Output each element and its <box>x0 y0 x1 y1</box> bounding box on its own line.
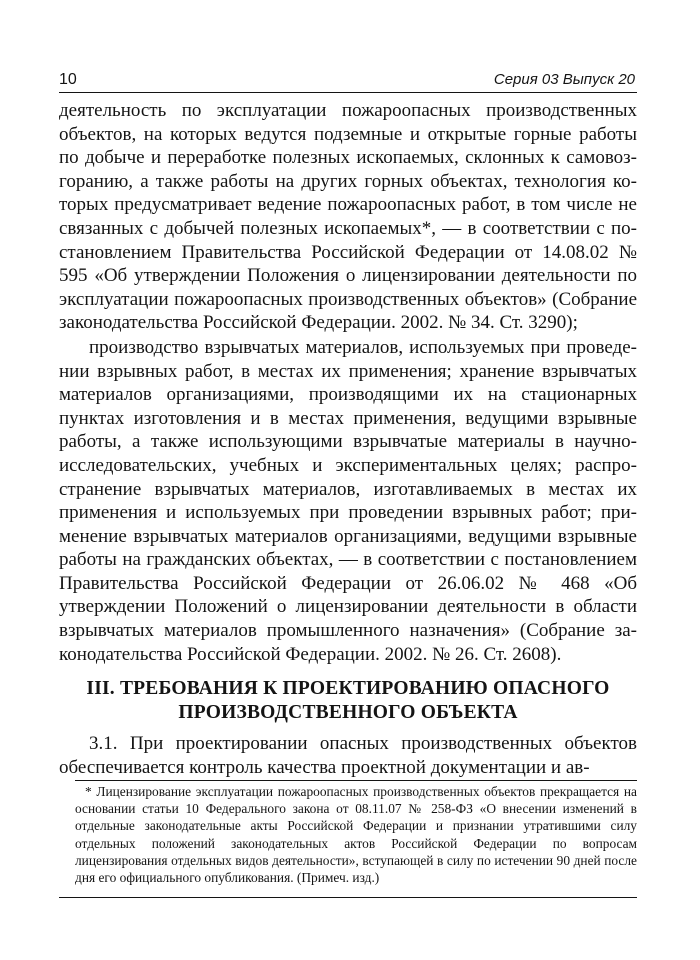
paragraph: деятельность по эксплуатации пожароопасных производственных объектов, на которых ведутся подземные и открытые горные работы по добыче и переработке полезных ископаемых, склонных к самовозгоранию, а также работы на других горных объектах, технология которых предусматривает ведение пожароопасных работ, в том числе не связанных с добычей полезных ископаемых*, — в соответствии с постановлением Правительства Российской Федерации от 14.08.02 № 595 «Об утверждении Положения о лицензировании деятельности по эксплуатации пожароопасных производственных объектов» (Собрание законодательства Российской Федерации. 2002. № 34. Ст. 3290); <box>59 100 637 334</box>
body-text <box>59 99 637 666</box>
running-head: Серия 03 Выпуск 20 <box>493 71 635 88</box>
paragraph: производство взрывчатых материалов, используемых при проведении взрывных работ, в местах их применения; хранение взрывчатых материалов организациями, производящими их на стационарных пунктах изготовления и в местах применения, ведущими взрывные работы, а также использующими взрывчатые материалы в научно-исследовательских, учебных и экспериментальных целях; распространение взрывчатых материалов, изготавливаемых в местах их применения и используемых при проведении взрывных работ; применение взрывчатых материалов организациями, ведущими взрывные работы на гражданских объектах, — в соответствии с постановлением Правительства Российской Федерации от 26.06.02 № 468 «Об утверждении Положений о лицензировании деятельности в области взрывчатых материалов промышленного назначения» (Собрание законодательства Российской Федерации. 2002. № 26. Ст. 2608). <box>59 336 637 665</box>
page-number: 10 <box>59 71 77 88</box>
page-bottom-rule <box>59 897 637 898</box>
footnote <box>75 783 637 886</box>
page-header <box>59 70 637 93</box>
section-title: III. ТРЕБОВАНИЯ К ПРОЕКТИРОВАНИЮ ОПАСНОГО ПРОИЗВОДСТВЕННОГО ОБЪЕКТА <box>86 678 610 723</box>
section-body <box>59 732 637 779</box>
paragraph: 3.1. При проектировании опасных производственных объектов обеспечивается контроль качества проектной документации и ав- <box>59 733 637 778</box>
footnote-divider <box>75 780 637 781</box>
footnote-text: * Лицензирование эксплуатации пожароопасных производственных объектов прекращается на основании статьи 10 Федерального закона от 08.11.07 № 258-ФЗ «О внесении изменений в отдельные законодательные акты Российской Федерации и признании утратившими силу отдельных положений законодательных актов Российской Федерации по вопросам лицензирования отдельных видов деятельности», вступающей в силу по истечении 90 дней после дня его официального опубликования. (Примеч. изд.) <box>75 784 637 886</box>
